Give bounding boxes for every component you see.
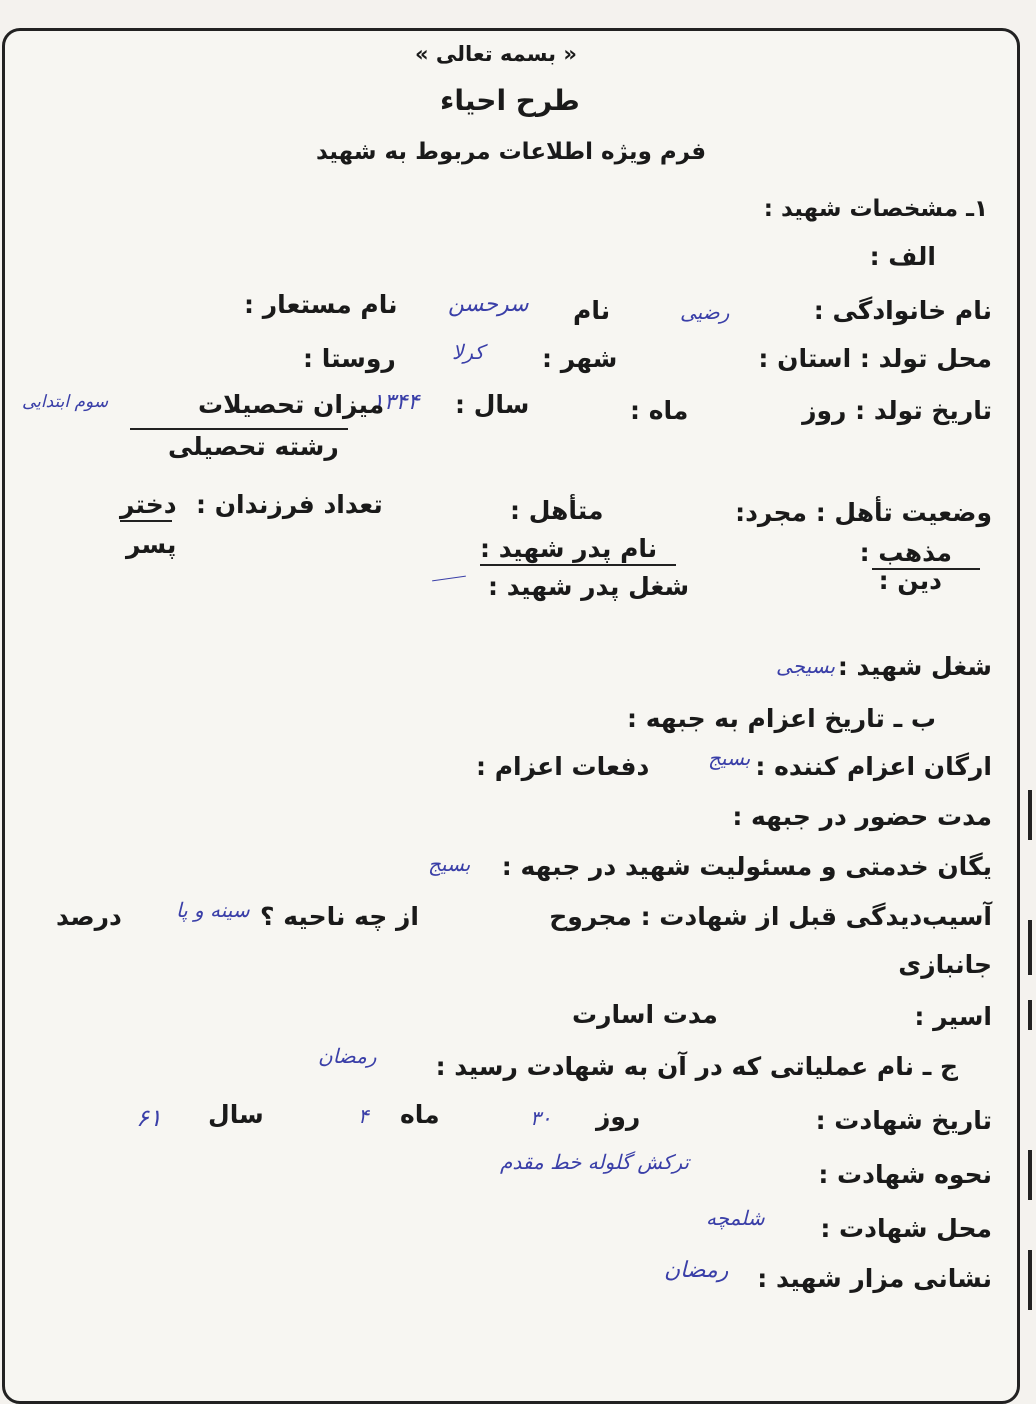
son-label: پسر xyxy=(126,530,177,559)
project-title: طرح احیاء xyxy=(440,84,580,117)
month-label: ماه : xyxy=(630,396,689,425)
education-underline xyxy=(130,428,348,430)
operation-value: رمضان xyxy=(318,1044,377,1068)
dispatching-org-label: ارگان اعزام کننده : xyxy=(755,752,992,781)
unit-responsibility-label: یگان خدمتی و مسئولیت شهید در جبهه : xyxy=(501,852,992,881)
family-name-value: رضیی xyxy=(680,300,730,324)
name-value: سرحسن xyxy=(448,292,529,317)
village-label: روستا : xyxy=(303,344,396,373)
year2-value: ۶۱ xyxy=(136,1104,162,1132)
martyrdom-manner-label: نحوه شهادت : xyxy=(818,1160,992,1189)
father-job-label: شغل پدر شهید : xyxy=(488,572,690,601)
daughter-label: دختر xyxy=(120,490,177,519)
dispatching-org-value: بسیج xyxy=(708,746,751,770)
dispatch-times-label: دفعات اعزام : xyxy=(476,752,650,781)
birth-date-label: تاریخ تولد : روز xyxy=(802,396,992,425)
unit-value: بسیج xyxy=(428,852,471,876)
city-label: شهر : xyxy=(542,344,618,373)
section-beh: ب ـ تاریخ اعزام به جبهه : xyxy=(627,704,936,733)
martyr-job-label: شغل شهید : xyxy=(837,652,992,681)
edge-mark xyxy=(1028,1250,1032,1310)
edge-mark xyxy=(1028,790,1032,840)
family-name-label: نام خانوادگی : xyxy=(813,296,992,325)
injury-area-value: سینه و پا xyxy=(176,898,250,922)
year-label: سال : xyxy=(455,390,530,419)
front-duration-label: مدت حضور در جبهه : xyxy=(732,802,992,831)
martyrdom-date-label: تاریخ شهادت : xyxy=(815,1106,992,1135)
birth-place-label: محل تولد : استان : xyxy=(758,344,992,373)
grave-value: رمضان xyxy=(664,1258,729,1283)
alias-label: نام مستعار : xyxy=(244,290,398,319)
field-of-study-label: رشته تحصیلی xyxy=(168,432,339,461)
madhab-label: مذهب : xyxy=(859,538,952,567)
edge-mark xyxy=(1028,920,1032,975)
captivity-duration-label: مدت اسارت xyxy=(572,1000,718,1029)
bismillah: « بسمه تعالی » xyxy=(415,42,577,66)
section-alef: الف : xyxy=(869,242,936,271)
janbazi-label: جانبازی xyxy=(898,950,992,979)
month-value: ۴ xyxy=(358,1104,369,1128)
day-label: روز xyxy=(596,1102,641,1131)
father-name-label: نام پدر شهید : xyxy=(480,534,658,563)
edge-mark xyxy=(1028,1150,1032,1200)
injury-label: آسیب‌دیدگی قبل از شهادت : مجروح xyxy=(549,902,992,931)
martyrdom-place-label: محل شهادت : xyxy=(820,1214,992,1243)
education-label: میزان تحصیلات xyxy=(198,390,385,419)
month2-label: ماه xyxy=(400,1100,440,1129)
daughter-underline xyxy=(120,520,172,522)
year2-label: سال xyxy=(208,1100,264,1129)
marital-status-label: وضعیت تأهل : مجرد: xyxy=(735,498,992,527)
prisoner-label: اسیر : xyxy=(914,1002,992,1031)
section-jim: ج ـ نام عملیاتی که در آن به شهادت رسید : xyxy=(435,1052,958,1081)
place-value: شلمچه xyxy=(706,1206,765,1230)
edge-mark xyxy=(1028,1000,1032,1030)
percent-label: درصد xyxy=(56,902,122,931)
father-name-underline xyxy=(480,564,676,566)
city-value: کرلا xyxy=(452,340,484,364)
din-label: دین : xyxy=(878,566,942,595)
grave-address-label: نشانی مزار شهید : xyxy=(757,1264,992,1293)
day-value: ۳۰ xyxy=(530,1106,552,1130)
manner-value: ترکش گلوله خط مقدم xyxy=(500,1150,690,1174)
year-value: ۱۳۴۴ xyxy=(372,390,420,415)
martyr-job-value: بسیجی xyxy=(776,654,836,678)
name-label: نام xyxy=(573,296,611,325)
married-label: متأهل : xyxy=(510,496,604,525)
form-title: فرم ویژه اطلاعات مربوط به شهید xyxy=(316,139,707,165)
which-area-label: از چه ناحیه ؟ xyxy=(260,902,419,931)
education-value: سوم ابتدایی xyxy=(22,392,109,412)
section-1-title: ۱ـ مشخصات شهید : xyxy=(763,196,988,222)
children-count-label: تعداد فرزندان : xyxy=(196,490,383,519)
